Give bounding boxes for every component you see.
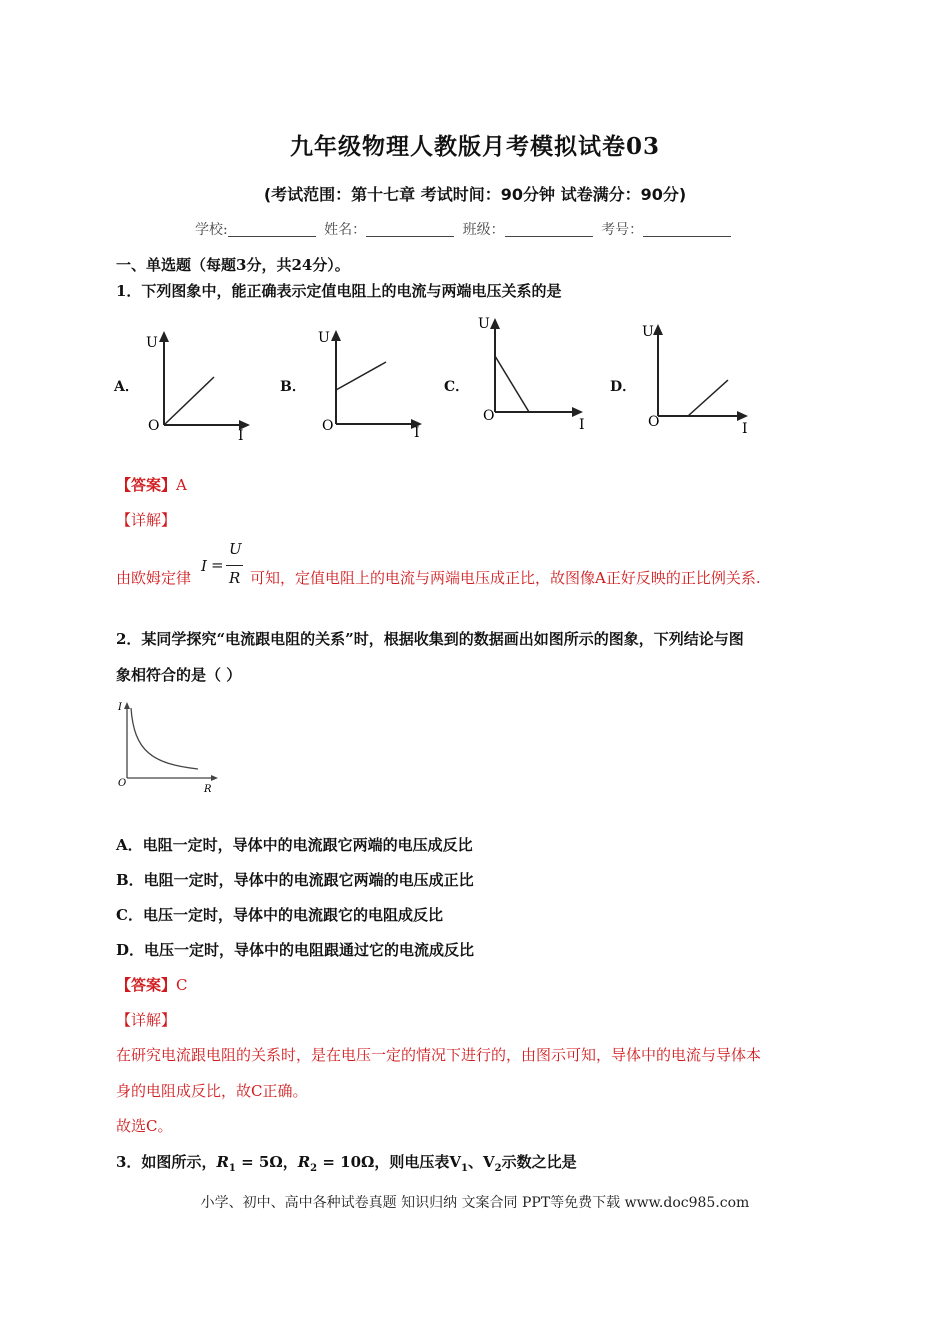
q2-answer-value: C [176,976,188,994]
q1b-o-label: O [322,418,334,434]
page-footer[interactable]: 小学、初中、高中各种试卷真题 知识归纳 文案合同 PPT等免费下载 www.doc985.com [200,1195,750,1211]
q1b-u-label: U [318,330,330,346]
q1-graph-a [140,325,255,445]
name-label: 姓名： [324,222,367,238]
exam-title: 九年级物理人教版月考模拟试卷03 [289,133,660,160]
formula-fraction-bar [226,565,243,566]
school-label: 学校: [195,222,228,238]
q2-r-label: R [204,784,212,795]
q2-explain-line1: 在研究电流跟电阻的关系时，是在电压一定的情况下进行的，由图示可知，导体中的电流与导体本 [116,1046,762,1064]
q1d-o-label: O [648,414,660,430]
q3-v1-sub: 1 [461,1163,468,1174]
q1-detail-tag: 【详解】 [116,511,177,529]
q1-explain-prefix: 由欧姆定律 [116,569,192,587]
q1c-o-label: O [483,408,495,424]
q3-r1-sub: 1 [228,1163,236,1174]
q2-graph [112,696,222,798]
q1a-o-label: O [148,418,160,434]
q2-answer-tag: 【答案】 [116,976,177,994]
q3-r1: R [216,1153,229,1171]
q1b-i-label: I [414,425,420,441]
q1c-u-label: U [478,316,490,332]
q2-option-a: A．电阻一定时，导体中的电流跟它两端的电压成反比 [116,836,473,854]
q2-option-b: B．电阻一定时，导体中的电流跟它两端的电压成正比 [116,871,474,889]
q2-stem-line2: 象相符合的是（ ） [116,666,242,684]
q3-r2-val: = 10Ω，则电压表V [317,1153,462,1171]
exam-subtitle: (考试范围：第十七章 考试时间：90分钟 试卷满分：90分) [263,185,687,204]
q2-stem-line1: 2．某同学探究“电流跟电阻的关系”时，根据收集到的数据画出如图所示的图象，下列结论与图 [116,630,744,648]
section-heading: 一、单选题（每题3分，共24分）。 [116,256,350,274]
q1d-i-label: I [742,421,748,437]
q1a-u-label: U [146,335,158,351]
class-blank[interactable] [505,222,593,237]
q2-option-d: D．电压一定时，导体中的电阻跟通过它的电流成反比 [116,941,475,959]
q3-tail: 示数之比是 [501,1153,577,1171]
q1-option-d-label: D． [610,379,637,395]
formula-lhs: I [201,557,207,575]
q2-option-c: C．电压一定时，导体中的电流跟它的电阻成反比 [116,906,443,924]
school-blank[interactable] [228,222,316,237]
q1-answer [116,474,187,495]
q1-option-c-label: C． [444,379,470,395]
class-label: 班级： [462,222,505,238]
q2-explain-line2: 身的电阻成反比，故C正确。 [116,1082,308,1100]
q3-v2-sub: 2 [494,1163,502,1174]
q2-o-label: O [118,778,127,789]
q3-num: 3．如图所示， [116,1153,217,1171]
name-blank[interactable] [366,222,454,237]
q3-r1-val: = 5Ω， [235,1153,298,1171]
q2-i-label: I [118,702,122,713]
formula-denominator: R [229,569,241,587]
number-label: 考号： [601,222,644,238]
q1d-u-label: U [642,324,654,340]
q1-graph-c [475,312,595,434]
q1c-i-label: I [579,417,585,433]
formula-numerator: U [229,540,242,558]
ohm-formula [199,539,251,591]
q1-option-b-label: B． [280,379,306,395]
q3-r2-sub: 2 [310,1163,318,1174]
q1-answer-value: A [176,476,187,494]
q2-answer [116,974,188,995]
formula-eq: = [211,556,224,574]
q2-conclusion: 故选C。 [116,1117,173,1135]
q1-graph-b [314,322,432,444]
student-info-line [195,219,735,239]
q2-detail-tag: 【详解】 [116,1011,177,1029]
q3-mid: 、V [468,1153,495,1171]
q3-r2: R [297,1153,311,1171]
q1-answer-tag: 【答案】 [116,476,177,494]
q3-stem [116,1151,577,1174]
q1-explain-suffix: 可知，定值电阻上的电流与两端电压成正比，故图像A正好反映的正比例关系. [250,569,761,587]
q1a-i-label: I [238,428,244,444]
q1-option-a-label: A． [114,379,139,395]
q1-graph-d [640,318,760,440]
q1-stem: 1．下列图象中，能正确表示定值电阻上的电流与两端电压关系的是 [116,282,562,300]
number-blank[interactable] [643,222,731,237]
